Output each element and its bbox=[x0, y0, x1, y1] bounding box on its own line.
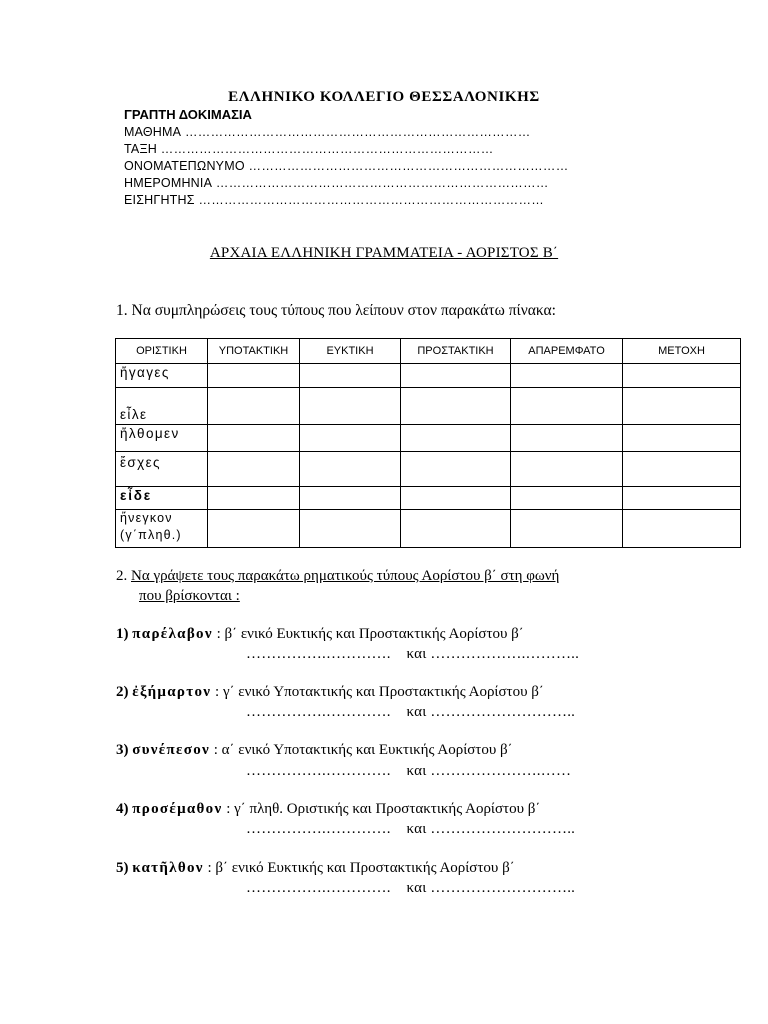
and-word: και bbox=[406, 880, 427, 896]
answer-blank[interactable]: ……………………….. bbox=[430, 880, 576, 896]
field-blank: ……………………………………………………………………… bbox=[194, 193, 545, 207]
column-header: ΠΡΟΣΤΑΚΤΙΚΗ bbox=[401, 339, 511, 364]
answer-cell[interactable] bbox=[300, 364, 401, 388]
verb-word: κατῆλθον bbox=[132, 860, 204, 876]
answer-blank[interactable]: ………………….…… bbox=[430, 763, 572, 779]
school-name: ΕΛΛΗΝΙΚΟ ΚΟΛΛΕΓΙΟ ΘΕΣΣΑΛΟΝΙΚΗΣ bbox=[228, 89, 540, 105]
field-label: ΤΑΞΗ bbox=[124, 142, 157, 156]
column-header: ΑΠΑΡΕΜΦΑΤΟ bbox=[511, 339, 623, 364]
instruction: α΄ ενικό Υποτακτικής και Ευκτικής Αορίστου β΄ bbox=[221, 742, 513, 758]
indicative-form: εἶδε bbox=[116, 487, 208, 510]
field-blank: ……………………………………………………………………… bbox=[181, 125, 531, 139]
table-row bbox=[116, 452, 741, 487]
verb-word: ἐξήμαρτον bbox=[132, 684, 212, 700]
fullname-field bbox=[124, 159, 569, 173]
answer-blank[interactable]: ……………………….. bbox=[430, 704, 576, 720]
worksheet-title: ΑΡΧΑΙΑ ΕΛΛΗΝΙΚΗ ΓΡΑΜΜΑΤΕΙΑ - ΑΟΡΙΣΤΟΣ Β΄ bbox=[209, 245, 559, 261]
item-number: 1) bbox=[116, 626, 129, 642]
column-header: ΟΡΙΣΤΙΚΗ bbox=[116, 339, 208, 364]
answer-cell[interactable] bbox=[623, 425, 741, 452]
and-word: και bbox=[406, 763, 427, 779]
indicative-form: εἶλε bbox=[116, 388, 208, 425]
field-label: ΗΜΕΡΟΜΗΝΙΑ bbox=[124, 176, 213, 190]
answer-blank[interactable]: …………….…………. bbox=[246, 763, 391, 779]
separator: : bbox=[212, 626, 225, 642]
column-header: ΜΕΤΟΧΗ bbox=[623, 339, 741, 364]
answer-line[interactable] bbox=[246, 704, 575, 721]
item-number: 2) bbox=[116, 684, 129, 700]
indicative-form: ἔσχες bbox=[116, 452, 208, 487]
table-row bbox=[116, 425, 741, 452]
answer-cell[interactable] bbox=[300, 452, 401, 487]
answer-cell[interactable] bbox=[401, 510, 511, 548]
answer-cell[interactable] bbox=[511, 487, 623, 510]
separator: : bbox=[222, 801, 235, 817]
field-blank: ………………………………………………………………… bbox=[244, 159, 569, 173]
verb-word: συνέπεσον bbox=[132, 742, 210, 758]
date-field bbox=[124, 176, 549, 190]
verb-word: προσέμαθον bbox=[132, 801, 223, 817]
answer-cell[interactable] bbox=[623, 364, 741, 388]
answer-blank[interactable]: …………….…………. bbox=[246, 821, 391, 837]
column-header: ΕΥΚΤΙΚΗ bbox=[300, 339, 401, 364]
answer-cell[interactable] bbox=[300, 425, 401, 452]
answer-line[interactable] bbox=[246, 821, 575, 838]
answer-cell[interactable] bbox=[511, 425, 623, 452]
column-header: ΥΠΟΤΑΚΤΙΚΗ bbox=[208, 339, 300, 364]
answer-line[interactable] bbox=[246, 646, 579, 663]
question-2-text bbox=[116, 568, 559, 585]
exercise-item bbox=[116, 684, 544, 701]
indicative-form: ἤγαγες bbox=[116, 364, 208, 388]
field-blank: …………………………………………………………………… bbox=[157, 142, 494, 156]
instruction: β΄ ενικό Ευκτικής και Προστακτικής Αορίστου β΄ bbox=[215, 860, 515, 876]
table-row bbox=[116, 364, 741, 388]
exercise-item bbox=[116, 742, 513, 759]
answer-cell[interactable] bbox=[401, 487, 511, 510]
answer-cell[interactable] bbox=[511, 510, 623, 548]
field-label: ΜΑΘΗΜΑ bbox=[124, 125, 182, 139]
separator: : bbox=[211, 684, 223, 700]
separator: : bbox=[210, 742, 222, 758]
answer-cell[interactable] bbox=[623, 452, 741, 487]
answer-cell[interactable] bbox=[208, 487, 300, 510]
separator: : bbox=[203, 860, 216, 876]
answer-cell[interactable] bbox=[401, 452, 511, 487]
answer-cell[interactable] bbox=[208, 388, 300, 425]
answer-blank[interactable]: ……………….……….. bbox=[430, 646, 580, 662]
test-type: ΓΡΑΠΤΗ ΔΟΚΙΜΑΣΙΑ bbox=[124, 107, 252, 122]
question-1-text: 1. Να συμπληρώσεις τους τύπους που λείπουν στον παρακάτω πίνακα: bbox=[116, 302, 556, 319]
item-number: 3) bbox=[116, 742, 129, 758]
answer-blank[interactable]: …………….…………. bbox=[246, 646, 391, 662]
answer-blank[interactable]: ……………………….. bbox=[430, 821, 576, 837]
answer-cell[interactable] bbox=[208, 364, 300, 388]
field-blank: …………………………………………………………………… bbox=[212, 176, 549, 190]
question-2-line1: Να γράψετε τους παρακάτω ρηματικούς τύπους Αορίστου β΄ στη φωνή bbox=[131, 568, 560, 584]
table-header-row bbox=[116, 339, 741, 364]
field-label: ΕΙΣΗΓΗΤΗΣ bbox=[124, 193, 195, 207]
verb-form: ἤνεγκον bbox=[120, 511, 173, 525]
answer-cell[interactable] bbox=[401, 364, 511, 388]
item-number: 4) bbox=[116, 801, 129, 817]
answer-cell[interactable] bbox=[300, 510, 401, 548]
table-row bbox=[116, 510, 741, 548]
table-row bbox=[116, 388, 741, 425]
exercise-item bbox=[116, 860, 515, 877]
exercise-item bbox=[116, 801, 540, 818]
instruction: γ΄ ενικό Υποτακτικής και Προστακτικής Αορίστου β΄ bbox=[222, 684, 544, 700]
question-number: 2. bbox=[116, 568, 128, 584]
instruction: β΄ ενικό Ευκτικής και Προστακτικής Αορίστου β΄ bbox=[224, 626, 524, 642]
answer-line[interactable] bbox=[246, 880, 575, 897]
field-label: ΟΝΟΜΑΤΕΠΩΝΥΜΟ bbox=[124, 159, 245, 173]
exercise-item bbox=[116, 626, 524, 643]
answer-cell[interactable] bbox=[401, 425, 511, 452]
answer-cell[interactable] bbox=[511, 452, 623, 487]
person-note: (γ΄πληθ.) bbox=[120, 528, 182, 542]
answer-cell[interactable] bbox=[623, 510, 741, 548]
and-word: και bbox=[406, 646, 427, 662]
and-word: και bbox=[406, 821, 427, 837]
answer-cell[interactable] bbox=[208, 425, 300, 452]
and-word: και bbox=[406, 704, 427, 720]
answer-line[interactable] bbox=[246, 763, 571, 780]
answer-blank[interactable]: …………….…………. bbox=[246, 704, 391, 720]
answer-blank[interactable]: …………….…………. bbox=[246, 880, 391, 896]
answer-cell[interactable] bbox=[401, 388, 511, 425]
indicative-form bbox=[116, 510, 208, 548]
verb-forms-table bbox=[115, 338, 741, 548]
answer-cell[interactable] bbox=[208, 452, 300, 487]
answer-cell[interactable] bbox=[208, 510, 300, 548]
answer-cell[interactable] bbox=[623, 388, 741, 425]
answer-cell[interactable] bbox=[511, 364, 623, 388]
verb-word: παρέλαβον bbox=[132, 626, 213, 642]
answer-cell[interactable] bbox=[300, 388, 401, 425]
answer-cell[interactable] bbox=[623, 487, 741, 510]
class-field bbox=[124, 142, 494, 156]
question-2-line2: που βρίσκονται : bbox=[139, 588, 240, 604]
instructor-field bbox=[124, 193, 544, 207]
table-row bbox=[116, 487, 741, 510]
indicative-form: ἤλθομεν bbox=[116, 425, 208, 452]
subject-field bbox=[124, 125, 531, 139]
answer-cell[interactable] bbox=[300, 487, 401, 510]
answer-cell[interactable] bbox=[511, 388, 623, 425]
instruction: γ΄ πληθ. Οριστικής και Προστακτικής Αορίστου β΄ bbox=[234, 801, 541, 817]
item-number: 5) bbox=[116, 860, 129, 876]
